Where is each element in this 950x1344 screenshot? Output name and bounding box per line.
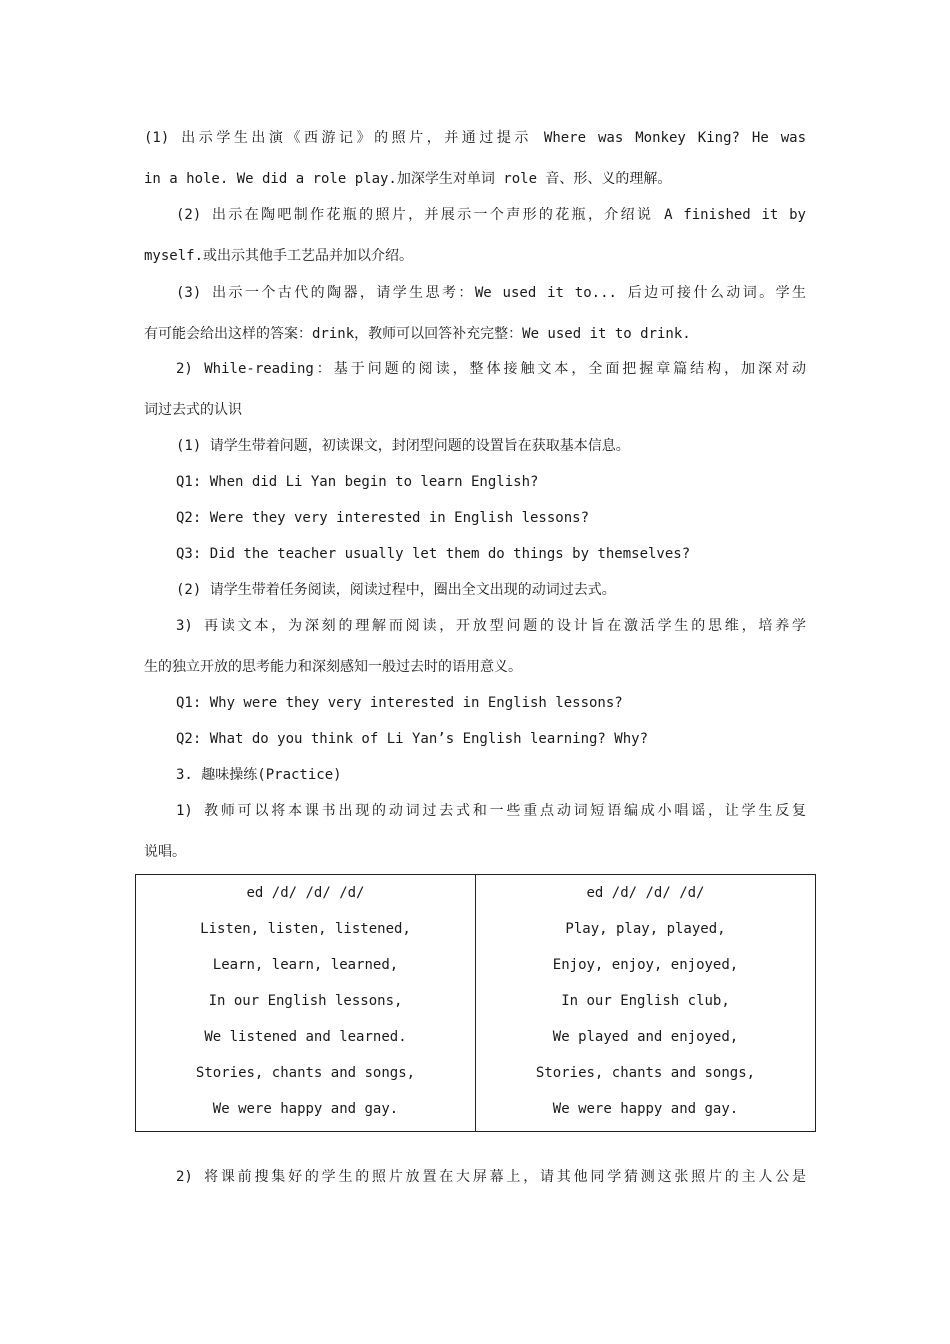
question-line: Q1: When did Li Yan begin to learn English? bbox=[176, 474, 539, 490]
question-line: Q2: Were they very interested in English lessons? bbox=[176, 510, 590, 526]
paragraph-line: 生的独立开放的思考能力和深刻感知一般过去时的语用意义。 bbox=[144, 659, 522, 675]
question-line: Q1: Why were they very interested in English lessons? bbox=[176, 695, 623, 711]
rhyme-line: In our English lessons, bbox=[208, 993, 403, 1009]
rhyme-line: Listen, listen, listened, bbox=[200, 921, 411, 937]
rhyme-line: ed /d/ /d/ /d/ bbox=[246, 885, 365, 901]
paragraph-line: 1) 教师可以将本课书出现的动词过去式和一些重点动词短语编成小唱谣，让学生反复 bbox=[176, 803, 806, 819]
paragraph-line: (3) 出示一个古代的陶器，请学生思考：We used it to... 后边可接什么动词。学生 bbox=[176, 285, 806, 301]
rhyme-line: Stories, chants and songs, bbox=[195, 1065, 416, 1081]
rhyme-line: Play, play, played, bbox=[565, 921, 726, 937]
rhyme-left-cell bbox=[136, 875, 476, 1132]
paragraph-line: (1) 出示学生出演《西游记》的照片，并通过提示 Where was Monkey King? He was bbox=[144, 130, 806, 146]
paragraph-line: (2) 请学生带着任务阅读，阅读过程中，圈出全文出现的动词过去式。 bbox=[176, 582, 616, 598]
rhyme-line: Stories, chants and songs, bbox=[535, 1065, 756, 1081]
rhyme-line: We were happy and gay. bbox=[212, 1101, 399, 1117]
paragraph-line: in a hole. We did a role play.加深学生对单词 role 音、形、义的理解。 bbox=[144, 171, 672, 187]
paragraph-line: 3) 再读文本，为深刻的理解而阅读，开放型问题的设计旨在激活学生的思维，培养学 bbox=[176, 618, 806, 634]
paragraph-line: 2) While-reading：基于问题的阅读，整体接触文本，全面把握章篇结构，加深对动 bbox=[176, 361, 806, 377]
paragraph-line: 有可能会给出这样的答案：drink，教师可以回答补充完整：We used it to drink. bbox=[144, 326, 691, 342]
rhyme-line: We played and enjoyed, bbox=[552, 1029, 739, 1045]
rhyme-line: We were happy and gay. bbox=[552, 1101, 739, 1117]
rhyme-line: Enjoy, enjoy, enjoyed, bbox=[552, 957, 739, 973]
paragraph-line: 2) 将课前搜集好的学生的照片放置在大屏幕上，请其他同学猜测这张照片的主人公是 bbox=[176, 1169, 806, 1185]
section-heading: 3. 趣味操练(Practice) bbox=[176, 767, 342, 783]
rhyme-line: Learn, learn, learned, bbox=[212, 957, 399, 973]
rhyme-table-row bbox=[136, 875, 816, 1132]
rhyme-line: ed /d/ /d/ /d/ bbox=[586, 885, 705, 901]
paragraph-line: (1) 请学生带着问题，初读课文，封闭型问题的设置旨在获取基本信息。 bbox=[176, 438, 630, 454]
rhyme-right-cell bbox=[476, 875, 816, 1132]
rhyme-line: In our English club, bbox=[561, 993, 730, 1009]
rhyme-table bbox=[135, 874, 816, 1132]
question-line: Q2: What do you think of Li Yan’s English learning? Why? bbox=[176, 731, 649, 747]
rhyme-line: We listened and learned. bbox=[204, 1029, 407, 1045]
paragraph-line: myself.或出示其他手工艺品并加以介绍。 bbox=[144, 248, 414, 264]
question-line: Q3: Did the teacher usually let them do things by themselves? bbox=[176, 546, 691, 562]
paragraph-line: 说唱。 bbox=[144, 844, 186, 860]
paragraph-line: 词过去式的认识 bbox=[144, 402, 242, 418]
paragraph-line: (2) 出示在陶吧制作花瓶的照片，并展示一个声形的花瓶，介绍说 A finished it by bbox=[176, 207, 806, 223]
